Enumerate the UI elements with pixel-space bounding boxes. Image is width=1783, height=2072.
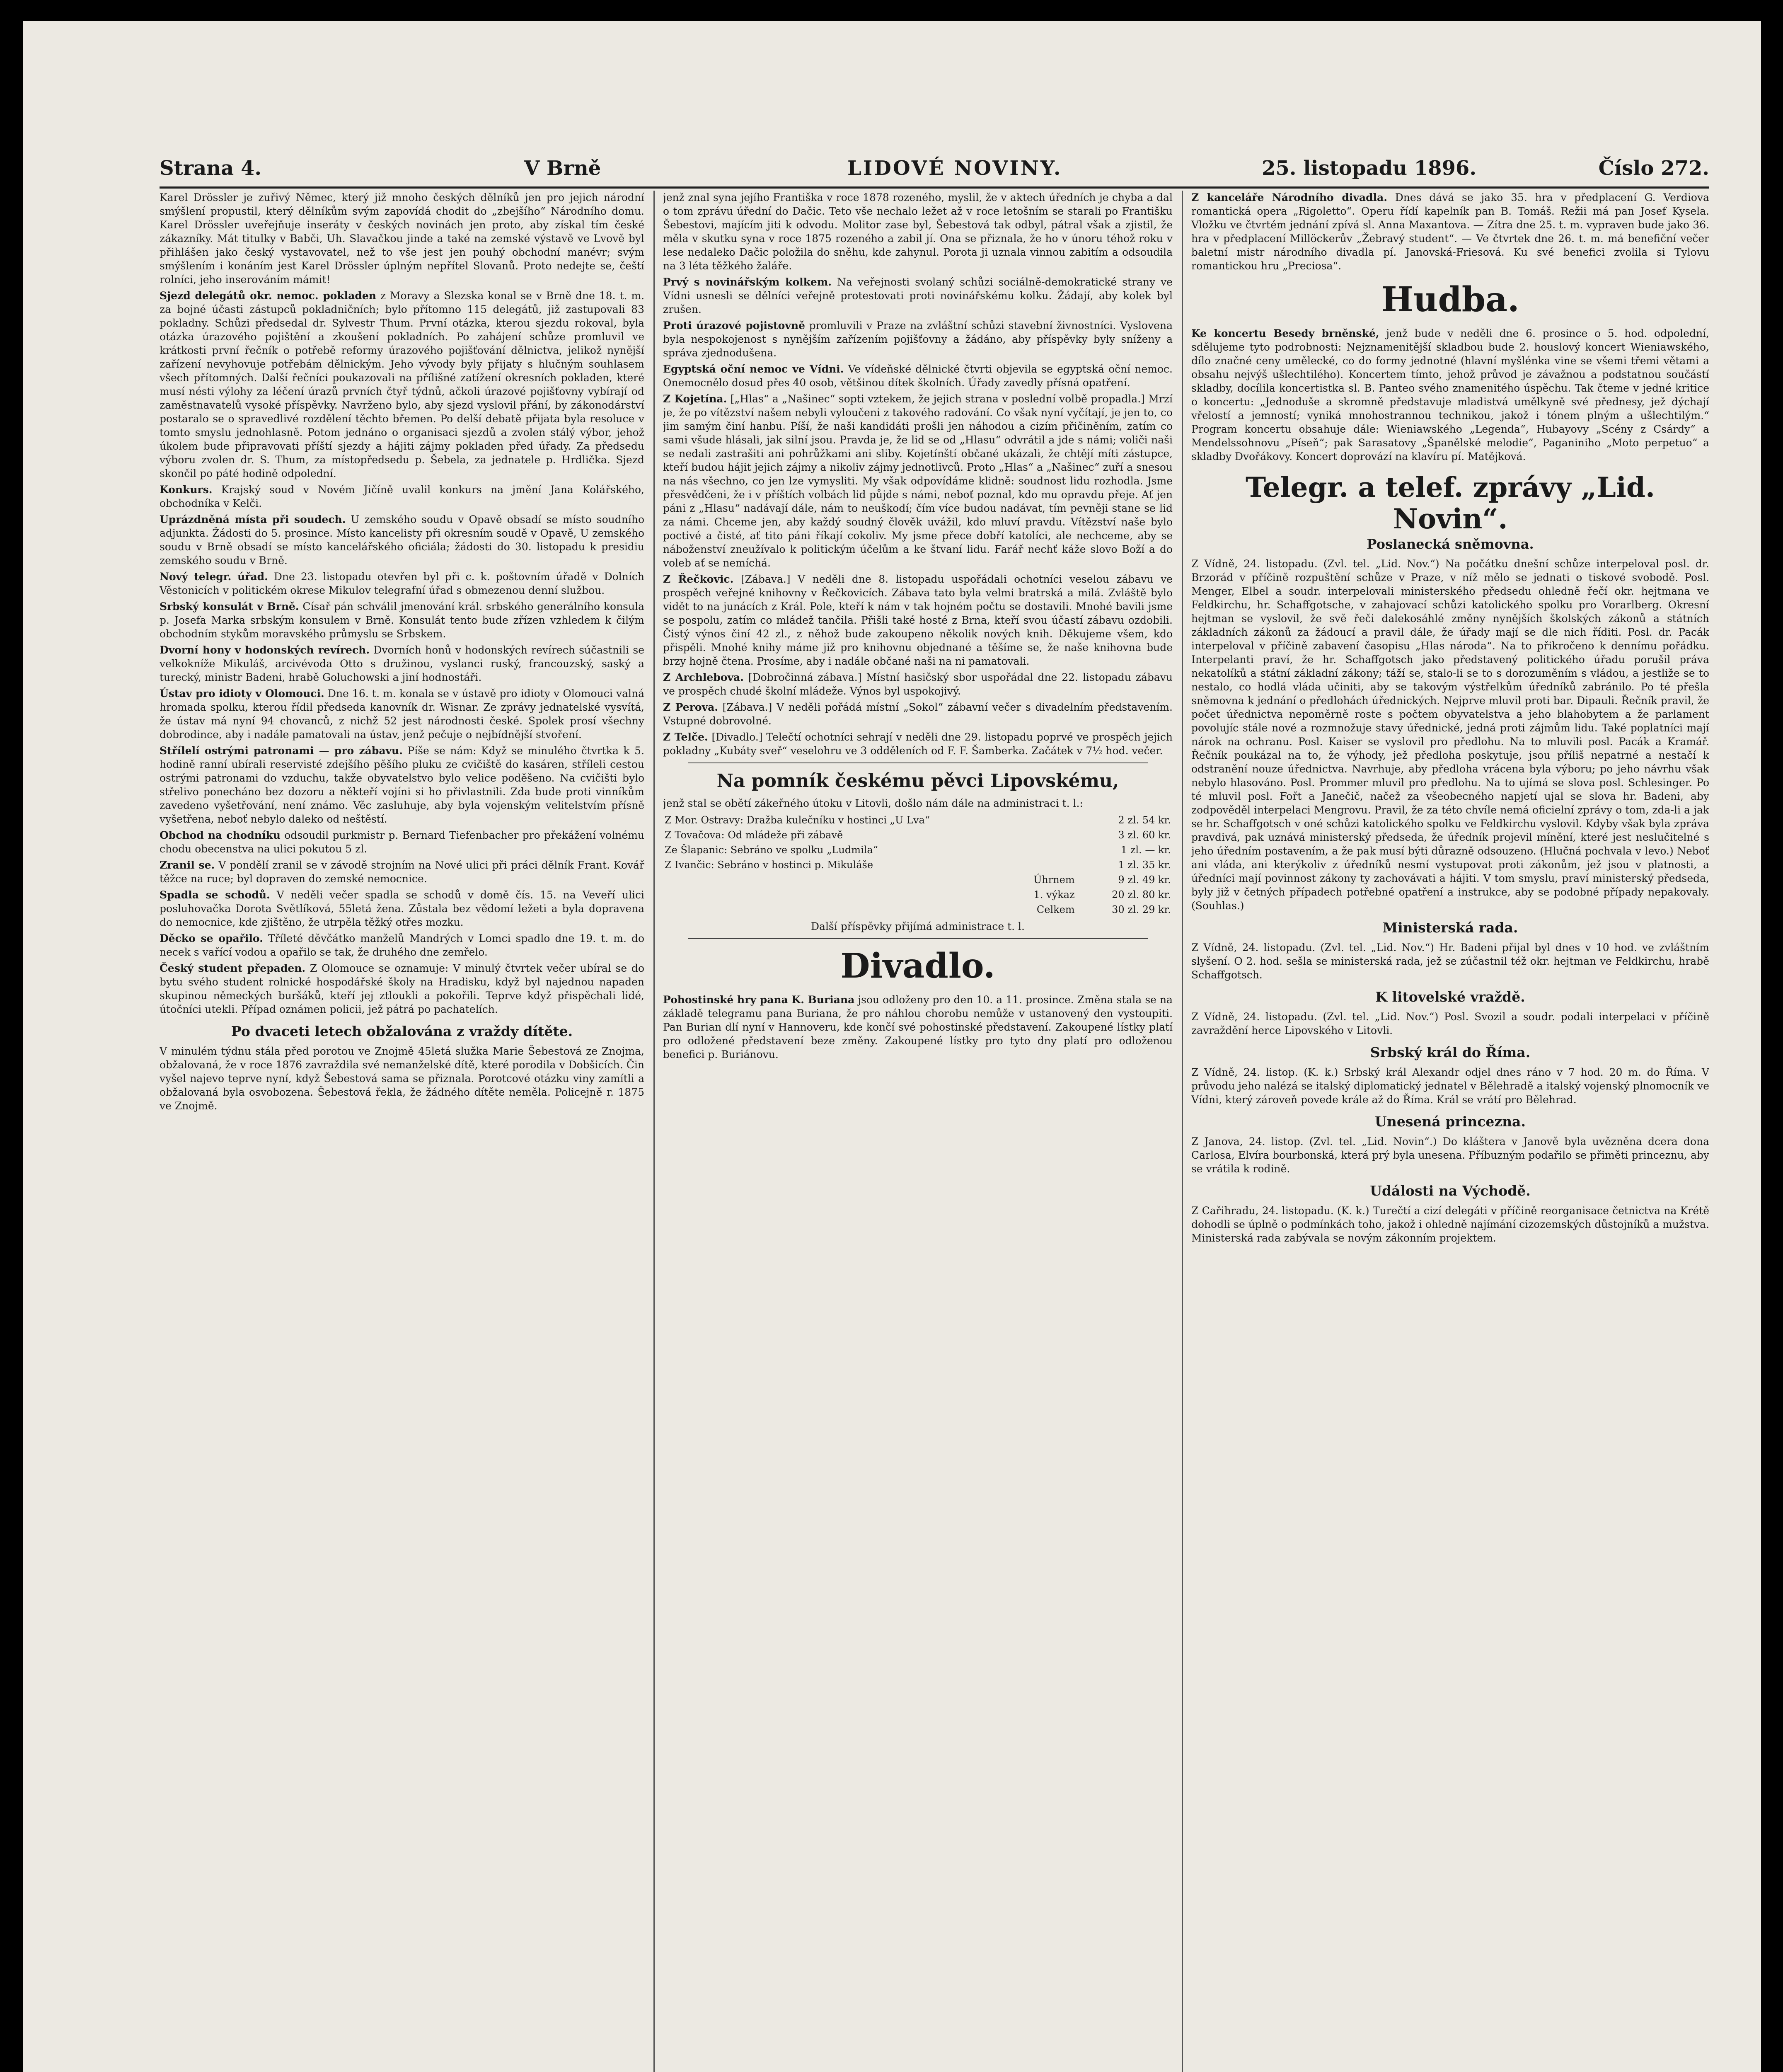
news-item (160, 858, 644, 886)
column-3 (1191, 191, 1709, 2072)
donation-label: Ze Šlapanic: Sebráno ve spolku „Ludmila“ (665, 844, 878, 856)
news-headline: Ústav pro idioty v Olomouci. (160, 687, 324, 700)
news-item (160, 600, 644, 641)
news-item (663, 730, 1173, 758)
telegram: Z Janova, 24. listop. (Zvl. tel. „Lid. Novin“.) Do kláštera v Janově byla uvězněna dcera dona Carlosa, Elvíra bourbonská, která prý byla unesena. Příbuzným podařilo se přiměti princeznu, aby se vrátila k rodině. (1191, 1135, 1709, 1175)
page-header (160, 149, 1709, 189)
news-text: V neděli večer spadla se schodů v domě čís. 15. na Veveří ulici posluhovačka Dorota Světlíková, 55letá žena. Zůstala bez vědomí ležeti a byla dopravena do nemocnice, kde zjištěno, že utrpěla těžký otřes mozku. (160, 889, 644, 928)
news-item (663, 275, 1173, 316)
section-heading-music: Hudba. (1381, 280, 1519, 320)
donation-label: Z Mor. Ostravy: Dražba kulečníku v hostinci „U Lva“ (665, 814, 930, 826)
news-headline: Spadla se schodů. (160, 889, 270, 901)
news-text: Na veřejnosti svolaný schůzi sociálně-demokratické strany ve Vídni usnesli se dělníci veřejně protestovati proti novinářskému kolku. Žádají, aby kolek byl zrušen. (663, 276, 1173, 315)
sum-amount: 30 zl. 29 kr. (1112, 904, 1171, 915)
news-item (663, 319, 1173, 360)
telegram-title: Události na Východě. (1370, 1183, 1531, 1199)
news-headline: Proti úrazové pojistovně (663, 320, 805, 332)
news-headline: Egyptská oční nemoc ve Vídni. (663, 363, 844, 375)
city: V Brně (524, 157, 601, 180)
news-headline: Střílelí ostrými patronami — pro zábavu. (160, 745, 403, 757)
section-title: Po dvaceti letech obžalována z vraždy dítěte. (231, 1023, 573, 1039)
news-headline: Český student přepaden. (160, 962, 306, 974)
column-2 (663, 191, 1173, 2072)
news-headline: Zranil se. (160, 859, 215, 871)
news-text: U zemského soudu v Opavě obsadí se místo soudního adjunkta. Žádosti do 5. prosince. Místo kancelisty při okresním soudě v Opavě, U zemského soudu v Brně obsadí se místo kancelářského oficiála; žádosti do 30. listopadu k presidiu zemského soudu v Brně. (160, 513, 644, 566)
previous-amount: 20 zl. 80 kr. (1112, 889, 1171, 900)
news-item (160, 289, 644, 480)
table-row (663, 902, 1173, 917)
article-paragraph: V minulém týdnu stála před porotou ve Znojmě 45letá služka Marie Šebestová ze Znojma, obžalovaná, že v roce 1876 zavraždila své nemanželské dítě, které porodila v Dobšicích. Čin vyšel najevo teprve nyní, když Šebestová sama se přiznala. Porotcové otázku viny zamítli a obžalovaná byla osvobozena. Šebestová řekla, že žádného dítěte neměla. Policejně r. 1875 ve Znojmě. (160, 1045, 644, 1112)
page-number: Strana 4. (160, 157, 262, 180)
news-item (663, 362, 1173, 390)
news-item (663, 700, 1173, 728)
donation-label: Z Ivančic: Sebráno v hostinci p. Mikuláše (665, 859, 873, 871)
news-headline: Sjezd delegátů okr. nemoc. pokladen (160, 290, 376, 302)
table-row (663, 887, 1173, 902)
news-headline: Srbský konsulát v Brně. (160, 600, 299, 612)
news-headline: Dvorní hony v hodonských revírech. (160, 644, 370, 656)
news-item (160, 687, 644, 741)
donation-table (663, 813, 1173, 917)
column-divider (653, 191, 655, 2072)
news-headline: Prvý s novinářským kolkem. (663, 276, 832, 288)
telegram: Z Vídně, 24. listopadu. (Zvl. tel. „Lid. Nov.“) Posl. Svozil a soudr. podali interpelaci v příčině zavraždění herce Lipovského v Litovli. (1191, 1011, 1709, 1036)
news-headline: Pohostinské hry pana K. Buriana (663, 994, 855, 1006)
donation-amount: 1 zl. 35 kr. (1118, 859, 1171, 871)
news-text: [Zábava.] V neděli pořádá místní „Sokol“ zábavní večer s divadelním představením. Vstupné dobrovolné. (663, 701, 1173, 727)
sum-label: Celkem (1036, 904, 1075, 915)
table-row (663, 857, 1173, 872)
news-item (160, 570, 644, 597)
donation-amount: 1 zl. — kr. (1120, 844, 1171, 856)
previous-label: 1. výkaz (1033, 889, 1075, 900)
news-item (160, 888, 644, 929)
news-item (663, 670, 1173, 698)
news-text: Dne 23. listopadu otevřen byl při c. k. poštovním úřadě v Dolních Věstonicích v politickém okrese Mikulov telegrafní úřad s obmezenou denní službou. (160, 571, 644, 596)
news-headline: Z Řečkovic. (663, 573, 734, 585)
donation-amount: 3 zl. 60 kr. (1118, 829, 1171, 841)
donation-amount: 2 zl. 54 kr. (1118, 814, 1171, 826)
news-text: jenž bude v neděli dne 6. prosince o 5. hod. odpolední, sdělujeme tyto podrobnosti: Nejznamenitější skladbou bude 2. houslový koncert Wieniawského, dílo značné ceny umělecké, co do formy jednotné (hlavní myšlénka vine se všemi třemi větami a obsahu nejvýš ušlechtilého). Koncertem tímto, jehož průvod je závažnou a podstatnou součástí skladby, docílila koncertistka sl. B. Panteo svého znamenitého úspěchu. Tak čteme v jedné kritice o koncertu: „Jednoduše a skromně představuje mladistvá umělkyně své přednesy, jež dýchají vřelostí a jemností; vyniká mnohostrannou technikou, jakož i tónem plným a ušlechtilým.“ Program koncertu obsahuje dále: Wieniawského „Legenda“, Hubayovy „Scény z Csárdy“ a Mendelssohnovu „Píseň“; pak Sarasatovy „Španělské melodie“, Paganiniho „Moto perpetuo“ a skladby Dvořákovy. Koncert doprovází na klavíru pí. Matějková. (1191, 327, 1709, 462)
news-text: jsou odloženy pro den 10. a 11. prosince. Změna stala se na základě telegramu pana Buriana, že pro náhlou chorobu nemůže v ustanovený den vystoupiti. Pan Burian dlí nyní v Hannoveru, kde končí své pohostinské představení. Zakoupené lístky platí pro odložené představení beze změny. Zakoupené lístky pro tyto dny platí pro odloženou benefici p. Buriánovu. (663, 994, 1173, 1060)
news-item (160, 744, 644, 826)
section-heading-telegrams: Telegr. a telef. zprávy „Lid. Novin“. (1245, 471, 1655, 535)
news-text: Císař pán schválil jmenování král. srbského generálního konsula p. Josefa Marka srbským konsulem v Brně. Konsulát tento bude zřízen vzhledem k čilým obchodním stykům moravského průmyslu se Srbskem. (160, 600, 644, 640)
news-item (160, 828, 644, 856)
telegram: Z Vídně, 24. listopadu. (Zvl. tel. „Lid. Nov.“) Hr. Badeni přijal byl dnes v 10 hod. ve zvláštním slyšení. O 2. hod. sešla se ministerská rada, jež se zúčastnil též okr. hejtman ve Feldkirchu, hrabě Schaffgotsch. (1191, 942, 1709, 981)
section-heading-theatre: Divadlo. (840, 946, 995, 986)
donation-label: Z Tovačova: Od mládeže při zábavě (665, 829, 843, 841)
column-1 (160, 191, 644, 2072)
news-item (160, 961, 644, 1016)
news-text: Ve vídeňské dělnické čtvrti objevila se egyptská oční nemoc. Onemocnělo dosud přes 40 osob, většinou dítek školních. Úřady zavedly přísná opatření. (663, 363, 1173, 389)
telegram: Z Cařihradu, 24. listopadu. (K. k.) Turečtí a cizí delegáti v příčině reorganisace četnictva na Krétě dohodli se úplně o podmínkách toho, jakož i ohledně najímání cizozemských důstojníků a mužstva. Ministerská rada zabývala se novým zákonním projektem. (1191, 1205, 1709, 1244)
news-headline: Děcko se opařilo. (160, 932, 263, 944)
table-row (663, 842, 1173, 857)
news-text: Píše se nám: Když se minulého čtvrtka k 5. hodině ranní ubírali reservisté zdejšího pěšího pluku ze cvičiště do kasáren, stříleli cestou ostrými patronami do vzduchu, takže obyvatelstvo bylo velice poděšeno. Na cvičišti bylo střelivo ponecháno bez dozoru a někteří vojíni si ho přivlastnili. Zda bude proti vinníkům zavedeno vyšetřování, není známo. Věc zasluhuje, aby byla vojenským velitelstvím přísně vyšetřena, neboť nebylo daleko od neštěstí. (160, 745, 644, 825)
divider (688, 938, 1148, 939)
fund-intro: jenž stal se obětí zákeřného útoku v Litovli, došlo nám dále na administraci t. l.: (663, 797, 1083, 809)
news-text: [Zábava.] V neděli dne 8. listopadu uspořádali ochotníci veselou zábavu ve prospěch veřejné knihovny v Řečkovicích. Zábava tato byla velmi bratrská a milá. Zvláště bylo vidět to na junácích z Král. Pole, kteří k nám v tak hojném počtu se dostavili. Mnohé bavili jsme se pospolu, zatím co mládež tančila. Přišli také hosté z Brna, kteří svou účastí zábavu ozdobili. Čistý výnos činí 42 zl., z něhož bude zakoupeno několik nových knih. Děkujeme všem, kdo přispěli. Mnohé knihy máme již pro knihovnu objednané a těšíme se, že naše knihovna bude brzy hojně čtena. Prosíme, aby i nadále občané naši na ni pamatovali. (663, 573, 1173, 667)
telegram-title: K litovelské vraždě. (1375, 989, 1525, 1005)
news-text: Krajský soud v Novém Jičíně uvalil konkurs na jmění Jana Kolářského, obchodníka v Kelči. (160, 484, 644, 509)
news-text: promluvili v Praze na zvláštní schůzi stavební živnostníci. Vyslovena byla nespokojenost s nynějším zařízením pojišťovny a žádáno, aby příspěvky byly sníženy a správa zjednodušena. (663, 320, 1173, 359)
section-subtitle: Poslanecká sněmovna. (1367, 536, 1534, 552)
news-item (1191, 327, 1709, 463)
table-row (663, 828, 1173, 842)
news-text: V pondělí zranil se v závodě strojním na Nové ulici při práci dělník Frant. Kovář těžce na ruce; byl dopraven do zemské nemocnice. (160, 859, 644, 885)
issue-number: Číslo 272. (1598, 157, 1709, 180)
news-text: Dvorních honů v hodonských revírech súčastnili se velkokníže Mikuláš, arcivévoda Otto s družinou, vyslanci ruský, francouzský, saský a turecký, ministr Badeni, hrabě Goluchowski a jiní hodnostáři. (160, 644, 644, 683)
newspaper-page (23, 21, 1761, 2072)
news-headline: Z Telče. (663, 731, 708, 743)
total-amount: 9 zl. 49 kr. (1118, 874, 1171, 886)
telegram-title: Srbský král do Říma. (1370, 1044, 1531, 1060)
news-headline: Z Perova. (663, 701, 718, 713)
news-text: [„Hlas“ a „Našinec“ sopti vztekem, že jejich strana v poslední volbě propadla.] Mrzí je, že po vítězství našem nebyli vyloučeni z takového radování. Co však nyní vyčítají, je jen to, co jim samým činí hanbu. Píší, že naši kandidáti prošli jen náhodou a cizím přičiněním, zatím co sami všude hlásali, jak silní jsou. Pravda je, že lid se od „Hlasu“ odvrátil a jde s námi; voliči naši se nedali zastrašiti ani pohrůžkami ani sliby. Kojetínští občané ukázali, že chtějí míti zástupce, kteří budou hájit jejich zájmy a nikoliv zájmy jednotlivců. Proto „Hlas“ a „Našinec“ zuří a snesou na nás všechno, co jen lze vymysliti. My však odpovídáme klidně: soudnost lidu rozhodla. Jsme přesvědčeni, že i v příštích volbách lid půjde s námi, neboť poznal, kdo mu opravdu přeje. Ať jen páni z „Hlasu“ nadávají dále, nám to neuškodí; čím více budou nadávat, tím pevněji stane se lid za námi. Chceme jen, aby každý soudný člověk uvážil, kdo mluví pravdu. Vítězství naše bylo poctivé a čisté, ať tito páni říkají cokoliv. My jsme přece dobří katolíci, ale nechceme, aby se náboženství zneužívalo k politickým účelům a ke štvaní lidu. Farář nechť káže slovo Boží a do voleb ať se nemíchá. (663, 393, 1173, 569)
news-item (663, 392, 1173, 570)
news-text: Z Olomouce se oznamuje: V minulý čtvrtek večer ubíral se do bytu svého student rolnické hospodářské školy na Hradisku, když byl najednou napaden skupinou německých buršáků, kteří jej ztloukli a pokořili. Teprve když přispěchali lidé, útočníci utekli. Případ oznámen policii, jež pátrá po pachatelích. (160, 962, 644, 1015)
fund-note: Další příspěvky přijímá administrace t. l. (811, 920, 1025, 932)
news-text: Dne 16. t. m. konala se v ústavě pro idioty v Olomouci valná hromada spolku, kterou řídil předseda kanovník dr. Wisnar. Ze zprávy jednatelské vysvítá, že ústav má nyní 94 chovanců, z nichž 52 jest národnosti české. Spolek prosí všechny dobrodince, aby i nadále pamatovali na ústav, jenž pečuje o nejbídnější stvoření. (160, 687, 644, 741)
telegram-title: Unesená princezna. (1375, 1113, 1526, 1130)
news-headline: Z Archlebova. (663, 671, 744, 683)
news-text: Dnes dává se jako 35. hra v předplacení G. Verdiova romantická opera „Rigoletto“. Operu řídí kapelník pan B. Tomáš. Režii má pan Josef Kysela. Vložku ve čtvrtém jednání zpívá sl. Anna Maxantova. — Zítra dne 25. t. m. vypraven bude jako 36. hra v předplacení Millöckerův „Žebravý student“. — Ve čtvrtek dne 26. t. m. má benefiční večer baletní mistr národního divadla pí. Janovská-Friesová. Ku své benefici zvolila si Tylovu romantickou hru „Preciosa“. (1191, 191, 1709, 272)
table-row (663, 872, 1173, 887)
news-item (160, 932, 644, 959)
news-headline: Nový telegr. úřad. (160, 571, 268, 583)
table-row (663, 813, 1173, 828)
telegram: Z Vídně, 24. listop. (K. k.) Srbský král Alexandr odjel dnes ráno v 7 hod. 20 m. do Říma. V průvodu jeho nalézá se italský diplomatický jednatel v Bělehradě a italský vojenský plnomocník ve Vídni, který zároveň povede krále až do Říma. Král se vrátí pro Bělehrad. (1191, 1066, 1709, 1106)
divider (688, 762, 1148, 763)
telegram: Z Vídně, 24. listopadu. (Zvl. tel. „Lid. Nov.“) Na počátku dnešní schůze interpeloval posl. dr. Brzorád v příčině rozpuštění schůze v Praze, v níž mělo se jednati o tiskové svobodě. Posl. Menger, Elbel a soudr. interpelovali ministerského předsedu ohledně řečí okr. hejtmana ve Feldkirchu, hr. Schaffgotsche, v zahajovací schůzi katolického spolku pro Vorarlberg. Okresní hejtman se vyslovil, že svě řeči dalekosáhlé změny nynějších školských zákonů a státních základních zákonů za žádoucí a pravil dále, že úřady mají se dle nich říditi. Posl. dr. Pacák interpeloval v příčině zabavení časopisu „Hlas národa“. Na to přikročeno k dennímu pořádku. Interpelanti praví, že hr. Schaffgotsch jako představený politického úřadu porušil práva nekatolíků a státní základní zákony; táží se, stalo-li se to s dorozuměním s vládou, a jestliže se to nestalo, co hodlá vláda učiniti, aby se takovým výstřelkům úředníků zabránilo. Po té přešla sněmovna k jednání o předlohách úřednických. Nejprve mluvil proti bar. Dipauli. Řečník pravil, že počet úřednictva nepoměrně roste s počtem obyvatelstva a jeho blahobytem a že parlament povolujíc stále nové a rozmnožuje stavy úřednické, jedná proti zájmům lidu. Také poplatníci mají nárok na ochranu. Posl. Kaiser se vyslovil pro předlohu. Na to mluvili posl. Pacák a Kramář. Řečník poukázal na to, že výhody, jež předloha poskytuje, jsou příliš nepatrné a nestačí k odstranění nouze úřednictva. Navrhuje, aby předloha vrácena byla výboru; po jeho návrhu však nebylo hlasováno. Posl. Prommer mluvil pro předlohu. Na to ujímá se slova posl. Schlesinger. Po té mluvil posl. Fořt a Janečič, načež za všeobecného napjetí ujal se slova hr. Badeni, aby zodpověděl interpelaci Mengrovu. Pravil, že za této chvíle nemá oficielní zprávy o tom, zda-li a jak se hr. Schaffgotsch v oné schůzi katolického spolku ve Feldkirchu vyslovil. Kdyby však byla zpráva pravdivá, pak uznává ministerský předseda, že úředník projevil mínění, které jest neslučitelné s jeho úředním postavením, a že pak musí býti důrazně odsouzeno. (Hlučná pochvala v levo.) Neboť ani vláda, ani kterýkoliv z úředníků nesmí vystupovat proti zákonům, jež jsou v platnosti, a úředníci mají povinnost zákony ty zachovávati a hájiti. V tom smyslu, praví ministerský předseda, byly již v četných případech potřebné opatření a instrukce, aby se podobné případy nepakovaly. (Souhlas.) (1191, 558, 1709, 912)
article-paragraph: Karel Drössler je zuřivý Němec, který již mnoho českých dělníků jen pro jejich národní smýšlení propustil, který dělníkům svým zapovídá chodit do „zbejšího“ Národního domu. Karel Drössler uveřejňuje inseráty v českých novinách jen proto, aby získal tím české zákazníky. Mát titulky v Babči, Uh. Slavačkou jinde a také na zemské výstavě ve Lvově byl přihlášen jako český vystavovatel, než to vše jest jen pouhý obchodní manévr; svým smýšlením i konáním jest Karel Drössler úplným nepřítel Slovanů. Proto nedejte se, čeští rolníci, jeho inserováním mámit! (160, 191, 644, 286)
news-text: odsoudil purkmistr p. Bernard Tiefenbacher pro překážení volnému chodu obecenstva na ulici pokutou 5 zl. (160, 829, 644, 855)
news-item (663, 572, 1173, 668)
news-item (160, 643, 644, 684)
column-divider (1182, 191, 1183, 2072)
issue-date: 25. listopadu 1896. (1262, 157, 1477, 180)
news-headline: Konkurs. (160, 484, 213, 496)
total-label: Úhrnem (1033, 874, 1075, 886)
news-headline: Uprázdněná místa při soudech. (160, 513, 346, 525)
news-headline: Z Kojetína. (663, 393, 727, 405)
news-item (160, 483, 644, 510)
article-paragraph: jenž znal syna jejího Františka v roce 1878 rozeného, myslil, že v aktech úředních je chyba a dal o tom zprávu úřední do Dačic. Teto vše nechalo ležet až v roce letošním se starali po Františku Šebestovi, majícím jiti k odvodu. Molitor zase byl, Šebestová tak odbyl, pátral však a zjistil, že měla v skutku syna v roce 1875 rozeného a zabil jí. Ona se přiznala, že ho v únoru téhož roku v lese nedaleko Dačic položila do sněhu, kde zahynul. Porota ji uznala vinnou zabitím a odsoudila na 3 léta těžkého žaláře. (663, 191, 1173, 272)
news-headline: Ke koncertu Besedy brněnské, (1191, 327, 1379, 339)
news-text: [Divadlo.] Telečtí ochotníci sehrají v neděli dne 29. listopadu poprvé ve prospěch jejich pokladny „Kubáty sveř“ veselohru ve 3 odděleních od F. F. Šamberka. Začátek v 7½ hod. večer. (663, 731, 1173, 757)
fund-title: Na pomník českému pěvci Lipovskému, (716, 770, 1119, 792)
news-item (160, 513, 644, 567)
news-item (663, 993, 1173, 1061)
news-item (1191, 191, 1709, 273)
news-text: z Moravy a Slezska konal se v Brně dne 18. t. m. za bojné účasti zástupců pokladničních; bylo přítomno 115 delegátů, již zastupovali 83 pokladny. Schůzi předsedal dr. Sylvestr Thum. První otázka, kterou sjezdu rokoval, byla otázka úrazového pojištění a zkoušení pokladních. Po zahájení schůze promluvil ve krátkosti první řečník o potřebě reformy úrazového pojišťování dělnictva, jelikož nynější zařízení nevyhovuje potřebám dělnickým. Jeho vývody byly přijaty s hlučným souhlasem všech přítomných. Další řečníci poukazovali na přílišné zatížení okresních pokladen, které musí nésti výlohy za léčení úrazů prvních čtyř týdnů, ačkoli úrazové pojišťovny vybírají od zaměstnavatelů vysoké příspěvky. Navrženo bylo, aby sjezd vyslovil přání, by zákonodárství postaralo se o spravedlivé rozdělení těchto břemen. Po delší debatě přijata byla resoluce v tomto smyslu jednohlasně. Potom jednáno o organisaci sjezdů a zvolen stálý výbor, jehož úkolem bude připravovati příští sjezdy a hájiti zájmy pokladen před úřady. Za předsedu výboru zvolen dr. S. Thum, za místopředsedu p. Šebela, za jednatele p. Hrdlička. Sjezd skončil po páté hodině odpolední. (160, 290, 644, 479)
news-headline: Obchod na chodníku (160, 829, 281, 841)
news-headline: Z kanceláře Národního divadla. (1191, 191, 1387, 203)
news-text: Tříleté děvčátko manželů Mandrých v Lomci spadlo dne 19. t. m. do necek s vařící vodou a opařilo se tak, že druhého dne zemřelo. (160, 932, 644, 958)
telegram-title: Ministerská rada. (1382, 920, 1518, 936)
masthead-title: LIDOVÉ NOVINY. (847, 157, 1062, 180)
news-text: [Dobročinná zábava.] Místní hasičský sbor uspořádal dne 22. listopadu zábavu ve prospěch chudé školní mládeže. Výnos byl uspokojivý. (663, 671, 1173, 697)
